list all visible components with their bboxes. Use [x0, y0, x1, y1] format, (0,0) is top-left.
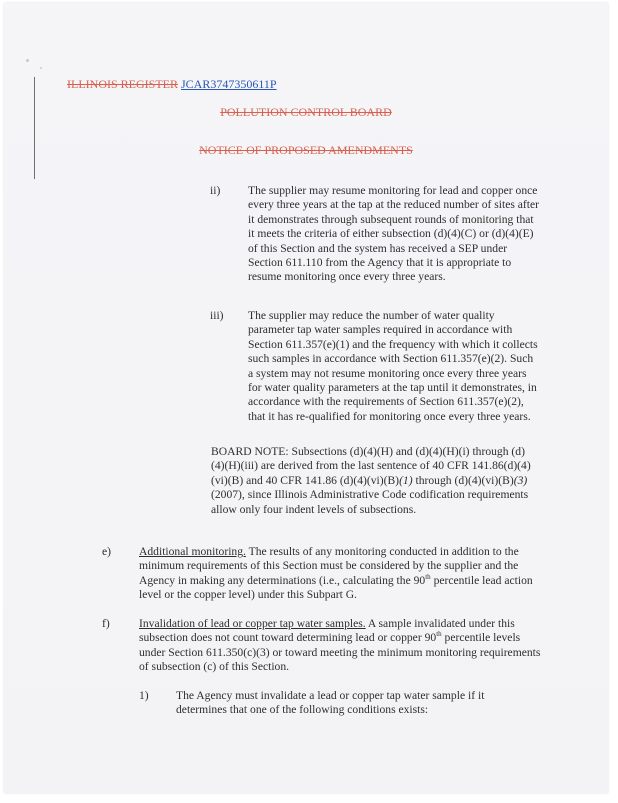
notice-title — [4, 143, 608, 157]
document-page — [4, 3, 608, 793]
board-note-part1: BOARD NOTE: Subsections (d)(4)(H) and (d)(4)(H)(i) through (d)(4)(H)(iii) are derived from the last sentence of 40 CFR 141.86(d)(4)(vi)(B) and 40 CFR 141.86 (d)(4)(vi)(B) — [211, 445, 531, 487]
board-note-part2: through (d)(4)(vi)(B) — [412, 473, 514, 487]
item-ii-text: The supplier may resume monitoring for lead and copper once every three years at the tap at the reduced number of sites after it demonstrates through subsequent rounds of monitoring that it meets the criteria of either subsection (d)(4)(C) or (d)(4)(E) of this Section and the system has received a SEP under Section 611.110 from the Agency that it is appropriate to resume monitoring once every three years. — [248, 184, 539, 284]
scan-speck — [40, 67, 42, 69]
item-f-sup: th — [436, 630, 442, 639]
item-f-heading: Invalidation of lead or copper tap water samples. — [139, 617, 366, 630]
item-f-marker: f) — [102, 617, 110, 630]
register-header — [67, 77, 277, 91]
item-e-text — [139, 545, 543, 603]
item-e-marker: e) — [102, 545, 112, 558]
board-note-italic1: (1) — [399, 473, 413, 487]
item-f-body-a: A sample invalidated under this subsection does not count toward determining lead or copper 90 — [139, 617, 515, 645]
item-e-sup: th — [425, 572, 431, 581]
margin-rule — [34, 77, 35, 179]
item-f1-text: The Agency must invalidate a lead or copper tap water sample if it determines that one of the following conditions exists: — [176, 689, 485, 717]
board-note — [211, 445, 533, 517]
item-iii-text: The supplier may reduce the number of water quality parameter tap water samples required in accordance with Section 611.357(e)(1) and the frequency with which it collects such samples in accordance with Section 611.357(e)(2). Such a system may not resume monitoring once every three years for water quality parameters at the tap until it demonstrates, in accordance with the requirements of Section 611.357(e)(2), that it has re-qualified for monitoring once every three years. — [248, 309, 538, 423]
register-id: JCAR3747350611P — [181, 77, 277, 91]
item-iii-marker: iii) — [210, 309, 224, 322]
item-f1-marker: 1) — [139, 689, 149, 702]
item-ii-marker: ii) — [210, 184, 221, 197]
board-title-struck: POLLUTION CONTROL BOARD — [220, 105, 392, 119]
scan-speck — [26, 59, 29, 62]
board-title — [4, 105, 608, 119]
notice-title-struck: NOTICE OF PROPOSED AMENDMENTS — [199, 143, 413, 157]
item-f-text — [139, 617, 543, 675]
item-f-body-b: percentile levels under Section 611.350(c)(3) or toward meeting the minimum monitoring requirements of subsection (c) of this Section. — [139, 631, 541, 674]
item-e-heading: Additional monitoring. — [139, 545, 246, 558]
item-e-body-b: percentile lead action level or the copper level) under this Subpart G. — [139, 573, 533, 602]
board-note-italic2: (3) — [513, 473, 528, 487]
register-label-struck: ILLINOIS REGISTER — [67, 77, 178, 91]
board-note-part3: (2007), since Illinois Administrative Code codification requirements allow only four indent levels of subsections. — [211, 488, 529, 516]
item-e-body-a: The results of any monitoring conducted in addition to the minimum requirements of this Section must be considered by the supplier and the Agency in making any determinations (i.e., calculating the 90 — [139, 545, 519, 587]
